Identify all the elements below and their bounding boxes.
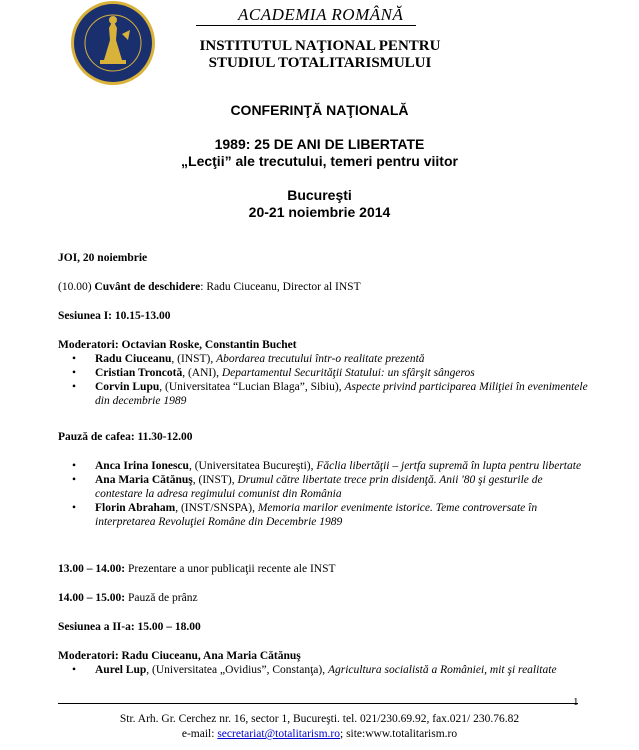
slot-lunch — [58, 591, 598, 605]
session-2-list — [58, 663, 588, 677]
speaker-name: Cristian Troncotă — [95, 367, 183, 379]
email-label: e-mail: — [181, 728, 218, 740]
bullet-icon: • — [72, 381, 77, 393]
moderators-1: Moderatori: Octavian Roske, Constantin Buchet — [58, 339, 297, 351]
opening-label: Cuvânt de deschidere — [94, 281, 201, 293]
speaker-name: Florin Abraham — [95, 502, 176, 514]
slot-time: 13.00 – 14.00: — [58, 563, 126, 575]
list-item — [58, 380, 588, 408]
speaker-name: Aurel Lup — [95, 664, 147, 676]
speaker-affiliation: , (ANI), — [182, 367, 222, 379]
list-item — [58, 501, 588, 529]
session-1-heading: Sesiunea I: 10.15-13.00 — [58, 310, 171, 322]
email-link[interactable]: secretariat@totalitarism.ro — [217, 728, 340, 740]
slot-publications — [58, 562, 598, 576]
talk-title: Făclia libertăţii – jertfa supremă în lupta pentru libertate — [316, 460, 582, 472]
header-rule — [196, 25, 416, 26]
moderators-2: Moderatori: Radu Ciuceanu, Ana Maria Cătănuş — [58, 650, 301, 662]
footer-rule — [58, 703, 578, 704]
bullet-icon: • — [72, 460, 77, 472]
session-1b-list — [58, 459, 588, 529]
bullet-icon: • — [72, 353, 77, 365]
speaker-affiliation: , (Universitatea “Lucian Blaga”, Sibiu), — [159, 381, 345, 393]
speaker-affiliation: , (Universitatea Bucureşti), — [188, 460, 317, 472]
speaker-name: Radu Ciuceanu — [95, 353, 172, 365]
talk-title: Departamentul Securităţii Statului: un sfârşit sângeros — [221, 367, 475, 379]
session-2-heading: Sesiunea a II-a: 15.00 – 18.00 — [58, 621, 201, 633]
conference-title: 1989: 25 DE ANI DE LIBERTATE — [214, 136, 425, 152]
talk-title: Drumul către libertate trece prin disidenţă. Anii '80 şi gesturile de contestare la adresa regimului comunist din România — [95, 474, 543, 500]
opening-time: (10.00) — [58, 281, 92, 293]
speaker-affiliation: , (INST), — [171, 353, 217, 365]
site-text: ; site:www.totalitarism.ro — [340, 728, 458, 740]
conference-dates: 20-21 noiembrie 2014 — [248, 204, 391, 220]
talk-title: Aspecte privind participarea Miliţiei în evenimentele din decembrie 1989 — [95, 381, 588, 407]
speaker-affiliation: , (Universitatea „Ovidius”, Constanţa), — [146, 664, 328, 676]
talk-title: Memoria marilor evenimente istorice. Teme controversate în interpretarea Revoluţiei Române din Decembrie 1989 — [95, 502, 538, 528]
day-heading: JOI, 20 noiembrie — [58, 252, 148, 264]
academia-heading: ACADEMIA ROMÂNĂ — [238, 5, 404, 24]
bullet-icon: • — [72, 474, 77, 486]
speaker-name: Anca Irina Ionescu — [95, 460, 189, 472]
list-item — [58, 366, 588, 380]
list-item — [58, 459, 588, 473]
talk-title: Agricultura socialistă a României, mit şi realitate — [327, 664, 557, 676]
footer-contact — [0, 728, 639, 740]
slot-text: Pauză de prânz — [125, 592, 198, 604]
talk-title: Abordarea trecutului într-o realitate prezentă — [216, 353, 425, 365]
speaker-name: Corvin Lupu — [95, 381, 160, 393]
speaker-affiliation: , (INST), — [192, 474, 238, 486]
conference-subtitle: „Lecţii” ale trecutului, temeri pentru viitor — [181, 153, 458, 169]
conference-type: CONFERINŢĂ NAŢIONALĂ — [230, 102, 409, 118]
bullet-icon: • — [72, 664, 77, 676]
conference-city: Bucureşti — [287, 187, 352, 203]
bullet-icon: • — [72, 367, 77, 379]
opening-line — [58, 280, 598, 294]
slot-time: 14.00 – 15.00: — [58, 592, 126, 604]
page-number: 1 — [573, 696, 579, 708]
institute-line-2: STUDIUL TOTALITARISMULUI — [208, 55, 432, 71]
speaker-affiliation: , (INST/SNSPA), — [175, 502, 258, 514]
list-item — [58, 663, 588, 677]
speaker-name: Ana Maria Cătănuş — [95, 474, 193, 486]
opening-text: : Radu Ciuceanu, Director al INST — [200, 281, 361, 293]
institute-line-1: INSTITUTUL NAŢIONAL PENTRU — [199, 38, 441, 54]
list-item — [58, 352, 588, 366]
list-item — [58, 473, 588, 501]
academia-romana-seal-logo — [70, 0, 156, 86]
footer-address: Str. Arh. Gr. Cerchez nr. 16, sector 1, Bucureşti. tel. 021/230.69.92, fax.021/ 230.76.82 — [119, 713, 520, 725]
institute-name — [160, 38, 480, 72]
session-1-list — [58, 352, 588, 408]
slot-text: Prezentare a unor publicaţii recente ale INST — [125, 563, 336, 575]
coffee-break: Pauză de cafea: 11.30-12.00 — [58, 431, 193, 443]
bullet-icon: • — [72, 502, 77, 514]
